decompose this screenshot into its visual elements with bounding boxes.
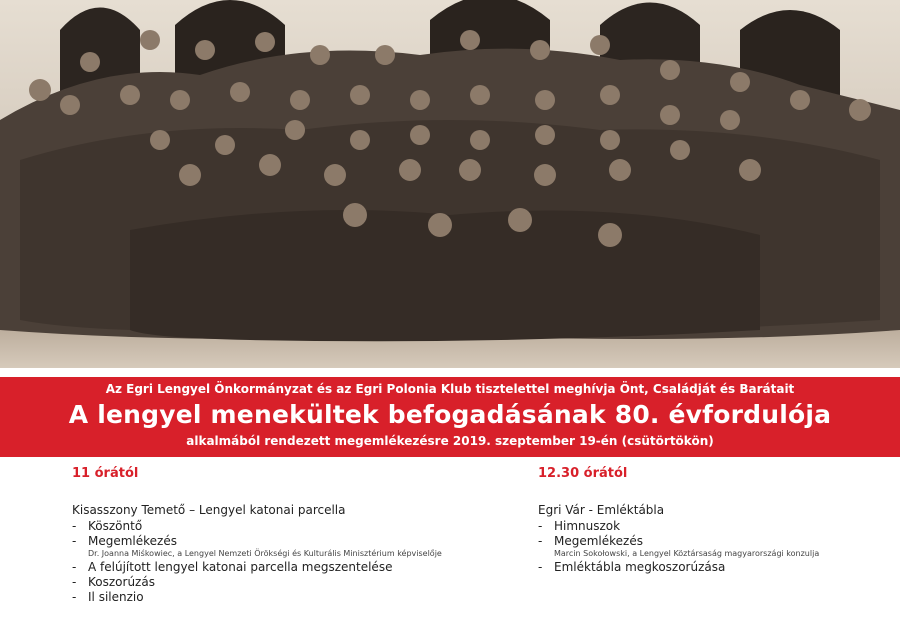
list-item: - Il silenzio	[72, 590, 144, 604]
event-title: A lengyel menekültek befogadásának 80. évfordulója	[68, 400, 832, 429]
left-venue: Kisasszony Temető – Lengyel katonai parcella	[72, 503, 346, 517]
program-right-column	[538, 462, 888, 575]
list-item: - Megemlékezés	[538, 534, 643, 548]
left-time: 11 órától	[72, 466, 139, 481]
speaker-note: Marcin Sokołowski, a Lengyel Köztársaság magyarországi konzulja	[554, 549, 820, 558]
program-left-column	[72, 462, 492, 605]
event-date: alkalmából rendezett megemlékezésre 2019. szeptember 19-én (csütörtökön)	[186, 434, 714, 448]
invitation-intro: Az Egri Lengyel Önkormányzat és az Egri Polonia Klub tisztelettel meghívja Önt, Családját és Barátait	[105, 382, 795, 396]
speaker-note: Dr. Joanna Miśkowiec, a Lengyel Nemzeti Örökségi és Kulturális Minisztérium képviselője	[88, 549, 442, 558]
right-venue: Egri Vár - Emléktábla	[538, 503, 665, 517]
list-item: - A felújított lengyel katonai parcella megszentelése	[72, 560, 393, 574]
list-item: - Emléktábla megkoszorúzása	[538, 560, 726, 574]
right-time: 12.30 órától	[538, 466, 628, 481]
list-item: - Koszorúzás	[72, 575, 155, 589]
list-item: - Köszöntő	[72, 519, 143, 533]
list-item: - Megemlékezés	[72, 534, 177, 548]
list-item: - Himnuszok	[538, 519, 621, 533]
title-banner	[0, 377, 900, 457]
